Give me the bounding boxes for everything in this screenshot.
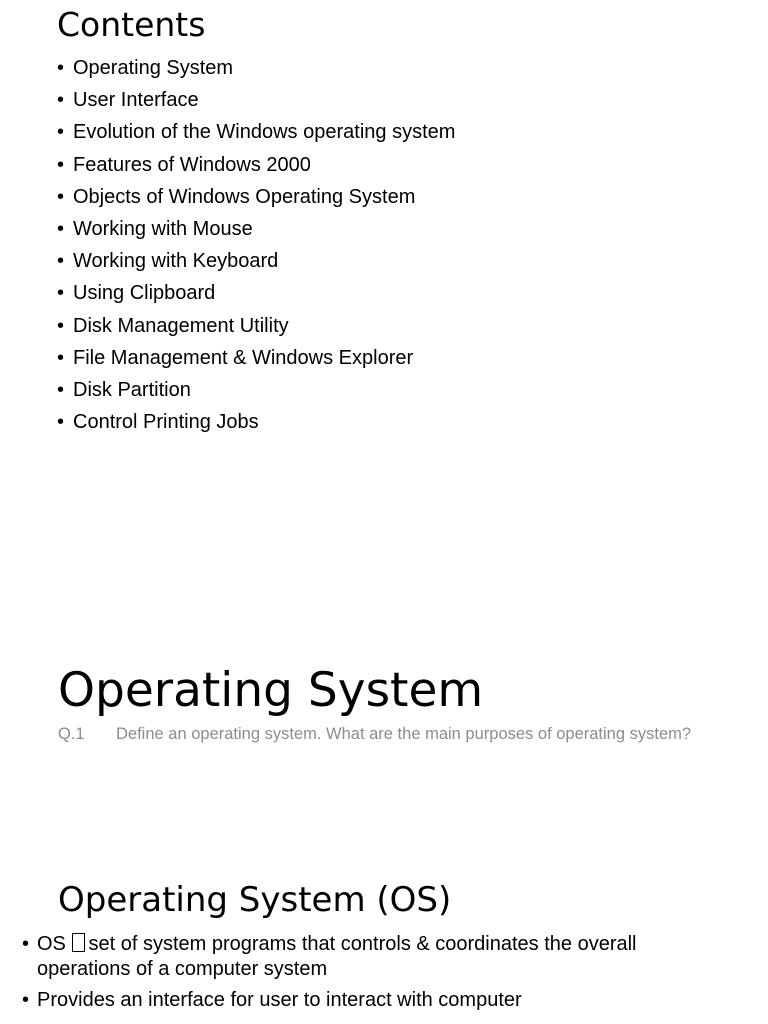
question-number: Q.1	[58, 725, 85, 743]
list-item: • Evolution of the Windows operating system	[57, 116, 455, 148]
list-item	[22, 932, 722, 982]
contents-title: Contents	[57, 5, 206, 44]
definition-list	[22, 932, 722, 1019]
list-item: • Objects of Windows Operating System	[57, 181, 455, 213]
list-item: • Working with Keyboard	[57, 245, 455, 277]
bullet-text: set of system programs that controls & coordinates the overall operations of a computer system	[37, 933, 637, 980]
question-subtitle	[58, 724, 698, 745]
list-item: • Operating System	[57, 52, 455, 84]
list-item: • Control Printing Jobs	[57, 406, 455, 438]
question-text: Define an operating system. What are the main purposes of operating system?	[116, 725, 692, 743]
list-item: • Disk Partition	[57, 374, 455, 406]
list-item: • File Management & Windows Explorer	[57, 342, 455, 374]
list-item: • Features of Windows 2000	[57, 149, 455, 181]
list-item: • Working with Mouse	[57, 213, 455, 245]
list-item: • User Interface	[57, 84, 455, 116]
contents-list	[57, 52, 455, 438]
slide-title: Operating System (OS)	[58, 880, 452, 920]
missing-glyph-icon	[72, 933, 85, 952]
list-item: • Disk Management Utility	[57, 310, 455, 342]
bullet-lead: OS	[37, 933, 66, 955]
list-item: • Using Clipboard	[57, 277, 455, 309]
list-item: • Provides an interface for user to interact with computer	[22, 988, 722, 1013]
slide-title: Operating System	[58, 663, 484, 718]
